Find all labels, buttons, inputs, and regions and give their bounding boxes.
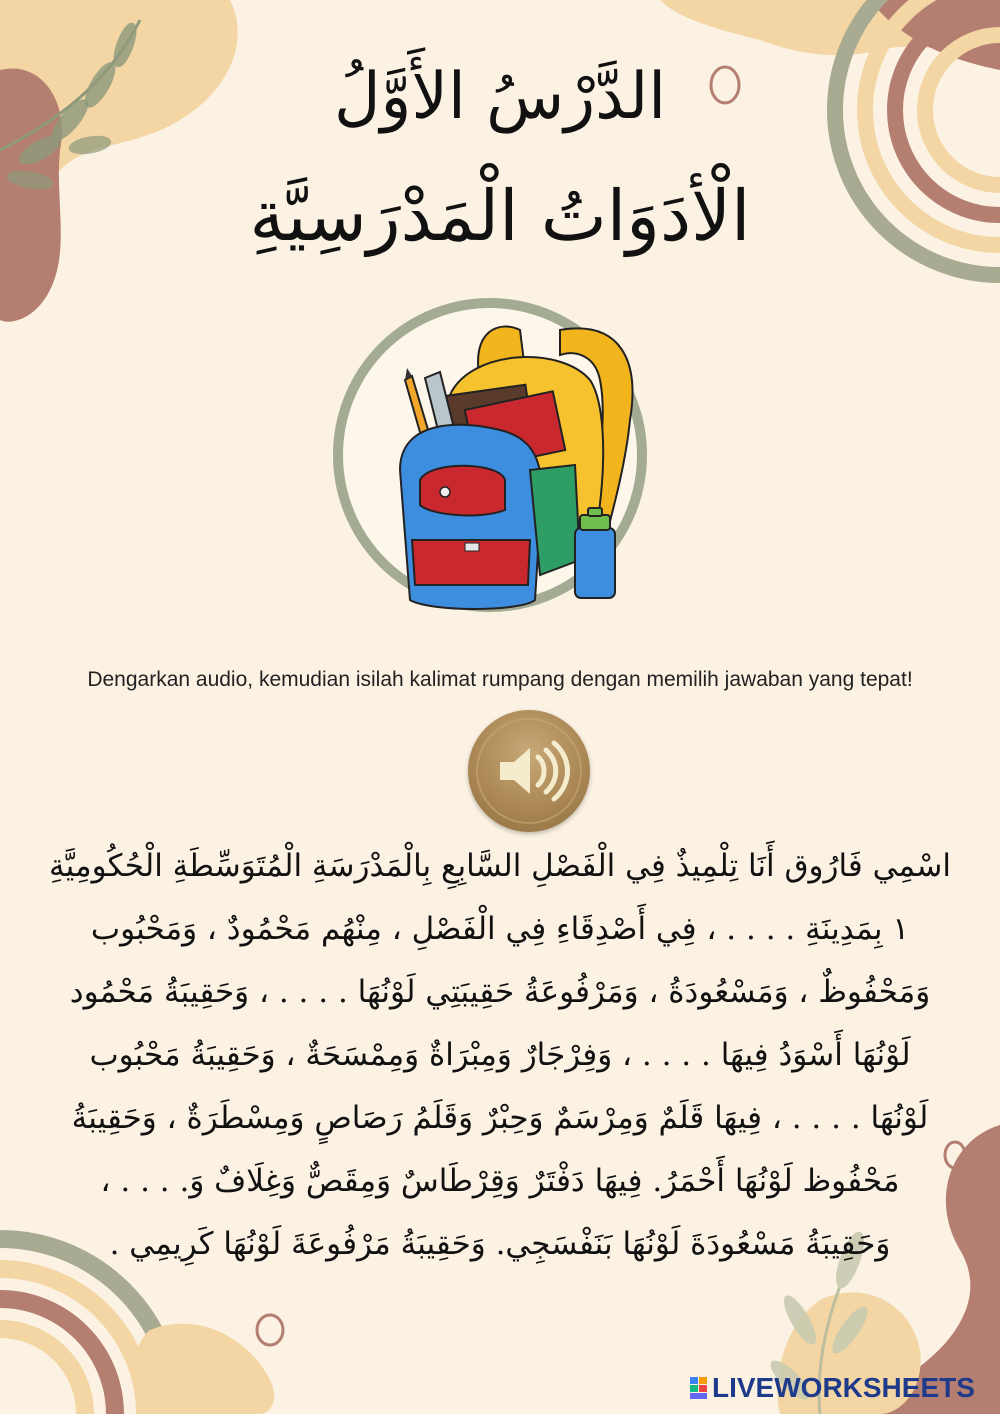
lesson-number-title: الدَّرْسُ الأَوَّلُ <box>334 60 666 134</box>
speaker-icon <box>468 710 590 832</box>
passage-line: وَحَقِيبَةُ مَسْعُودَةَ لَوْنُهَا بَنَفْسَجِي. وَحَقِيبَةُ مَرْفُوعَةَ لَوْنُهَا كَرِيمِي . <box>109 1226 891 1262</box>
brand-text: LIVEWORKSHEETS <box>712 1372 975 1403</box>
instruction-text: Dengarkan audio, kemudian isilah kalimat rumpang dengan memilih jawaban yang tepat! <box>87 668 913 691</box>
passage-line: لَوْنُهَا . . . . ، فِيهَا قَلَمٌ وَمِرْسَمٌ وَحِبْرٌ وَقَلَمُ رَصَاصٍ وَمِسْطَرَةٌ ، وَحَقِيبَةُ <box>71 1100 929 1136</box>
passage-line: وَمَحْفُوظٌ ، وَمَسْعُودَةُ ، وَمَرْفُوعَةُ حَقِيبَتِي لَوْنُهَا . . . . ، وَحَقِيبَةُ مَحْمُود <box>69 974 931 1010</box>
passage-line: ١ بِمَدِينَةِ . . . . ، فِي أَصْدِقَاءِ فِي الْفَصْلِ ، مِنْهُم مَحْمُودٌ ، وَمَحْبُوب <box>90 911 910 947</box>
passage-line: مَحْفُوظ لَوْنُهَا أَحْمَرُ. فِيهَا دَفْتَرٌ وَقِرْطَاسٌ وَمِقَصٌّ وَغِلَافٌ وَ. . . . ، <box>100 1163 900 1199</box>
passage-line: لَوْنُهَا أَسْوَدُ فِيهَا . . . . ، وَفِرْجَارٌ وَمِبْرَاةٌ وَمِمْسَحَةٌ ، وَحَقِيبَةُ مَحْبُوب <box>89 1037 911 1073</box>
liveworksheets-logo <box>690 1372 975 1404</box>
lesson-topic-title: الْأدَوَاتُ الْمَدْرَسِيَّةِ <box>249 175 751 257</box>
passage-line: اسْمِي فَارُوق أَنَا تِلْمِيذٌ فِي الْفَصْلِ السَّابِعِ بِالْمَدْرَسَةِ الْمُتَوَسِّطَةِ الْحُكُومِيَّةِ <box>49 848 951 884</box>
audio-play-button[interactable] <box>468 710 590 832</box>
reading-passage <box>30 835 970 1276</box>
liveworksheets-icon <box>690 1375 708 1401</box>
